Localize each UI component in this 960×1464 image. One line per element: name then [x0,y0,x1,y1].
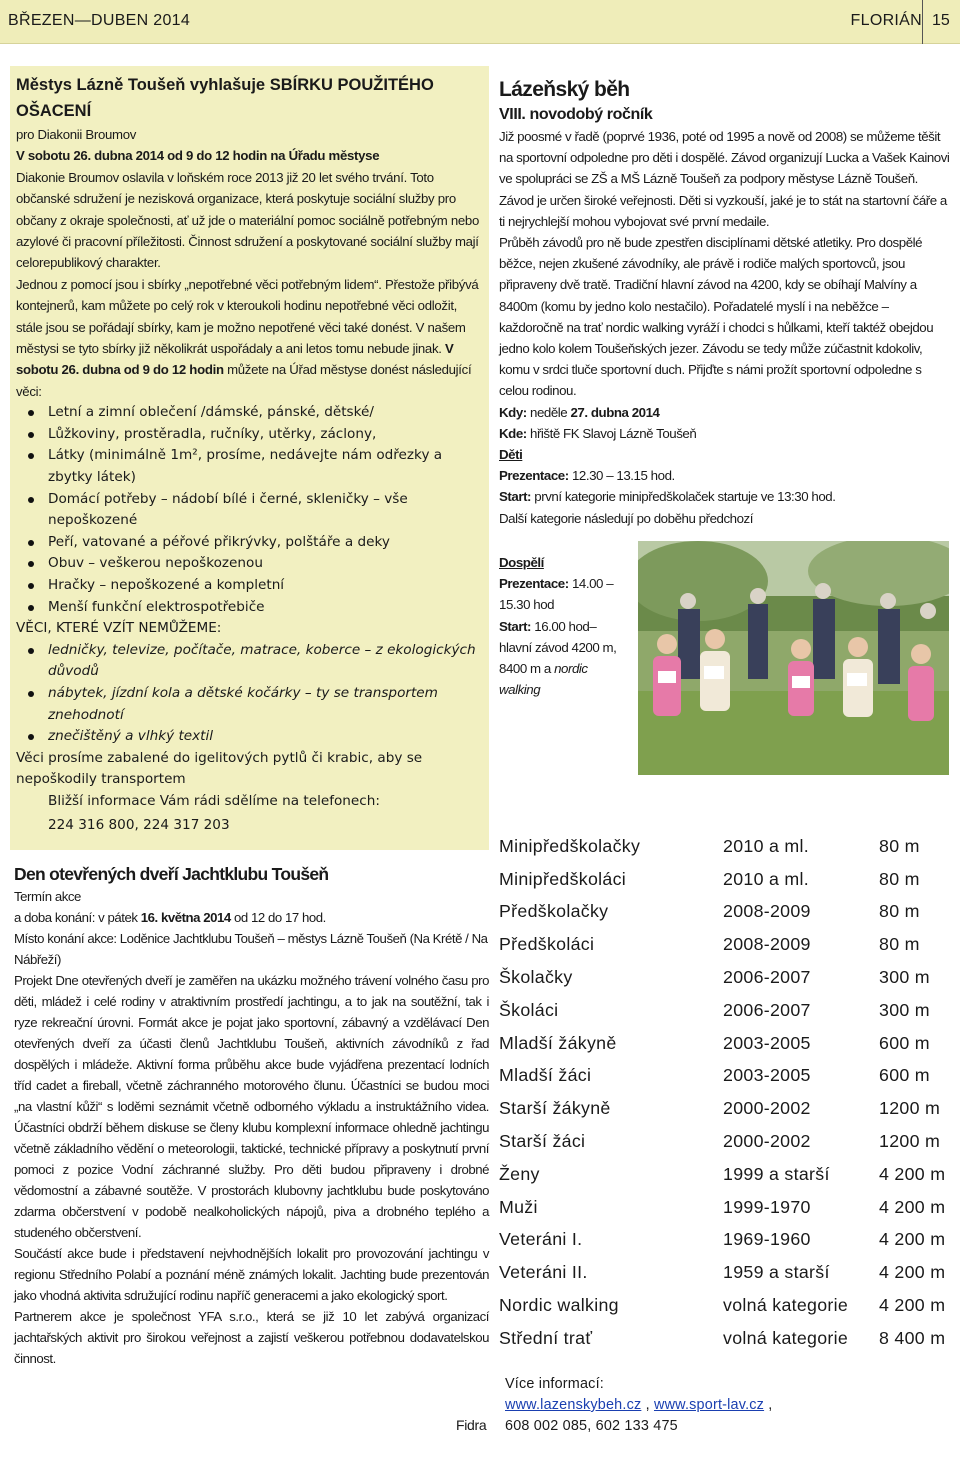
list-item: ledničky, televize, počítače, matrace, koberce – z ekologických důvodů [16,640,483,683]
not-accepted-list [16,640,483,748]
list-item: znečištěný a vlhký textil [16,726,483,748]
open-day-term: Termín akce [14,889,81,904]
list-item: nábytek, jízdní kola a dětské kočárky – ty se transportem znehodnotí [16,683,483,726]
category-years: 2010 a ml. [723,835,810,856]
kids-start: Start: první kategorie minipředškolaček startuje ve 13:30 hod. [499,489,836,505]
notice-title: Městys Lázně Toušeň vyhlašuje SBÍRKU POUŽITÉHO OŠACENÍ [16,76,434,120]
issue-date: BŘEZEN—DUBEN 2014 [8,12,191,29]
category-name: Minipředškolačky [499,835,641,856]
list-item: Menší funkční elektrospotřebiče [16,597,483,619]
category-row [499,1256,959,1289]
category-name: Mladší žáci [499,1065,592,1086]
category-distance: 4 200 m [879,1229,946,1250]
category-distance: 8 400 m [879,1327,946,1348]
notice-paragraph-1: Diakonie Broumov oslavila v loňském roce 2013 již 20 let svého trvání. Toto občanské sdružení je nezisková organizace, která poskytuje sociální služby pro občany z okraje společnosti, ať už jde o materiální pomoc sociálně potřebným nebo azylové či pracovní příležitosti. Činnost sdružení a poskytované sociální služby mají celorepublikový charakter. [16,169,479,271]
race-categories-table [499,830,959,1355]
category-name: Starší žáci [499,1131,586,1152]
adults-info [499,552,629,700]
more-info-label: Více informací: [505,1376,604,1392]
category-name: Minipředškoláci [499,868,627,889]
category-years: 2000-2002 [723,1131,811,1152]
list-item: Letní a zimní oblečení /dámské, pánské, dětské/ [16,402,483,424]
category-distance: 300 m [879,967,930,988]
list-item: Látky (minimálně 1m², prosíme, nedávejte nám odřezky a zbytky látek) [16,445,483,488]
category-years: 2010 a ml. [723,868,810,889]
category-distance: 1200 m [879,1098,941,1119]
category-name: Starší žákyně [499,1098,611,1119]
category-distance: 80 m [879,835,920,856]
adults-presentation: Prezentace: 14.00 – 15.30 hod [499,576,614,613]
category-row [499,1289,959,1322]
category-row [499,1027,959,1060]
category-distance: 4 200 m [879,1295,946,1316]
notice-subtitle: pro Diakonii Broumov [16,127,137,142]
race-photo [638,541,949,775]
race-when: Kdy: neděle 27. dubna 2014 [499,404,660,420]
category-name: Předškolačky [499,901,609,922]
header-divider [922,0,923,44]
category-years: 2003-2005 [723,1065,811,1086]
category-years: 1999-1970 [723,1196,811,1217]
list-item: Lůžkoviny, prostěradla, ručníky, utěrky, záclony, [16,424,483,446]
open-day-title: Den otevřených dveří Jachtklubu Toušeň [14,864,329,884]
more-info: Více informací: www.lazenskybeh.cz , www.sport-lav.cz , 608 002 085, 602 133 475 [505,1374,772,1437]
category-distance: 80 m [879,934,920,955]
category-years: volná kategorie [723,1295,849,1316]
race-paragraph-2: Průběh závodů pro ně bude zpestřen disciplínami dětské atletiky. Pro dospělé běžce, nejen zkušené závodníky, ale právě i rodiče malých sportovců, jsou připraveny dvě tratě. Tradiční hlavní závod na 4200, kdy se obíhají Malvíny a 8400m (komu by jedno kolo nestačilo). Pořadatelé myslí i na neběžce – každoročně na trať nordic walking vyráží i chodci s hůlkami, kteří taktéž obejdou jedno kolo kolem Toušeňských jezer. Závodu se tedy může zúčastnit kdokoliv, komu v srdci tluče sportovní duch. Přijďte s námi prožít sportovní odpoledne s celou rodinou. [499,235,934,399]
category-row [499,863,959,896]
category-row [499,1322,959,1355]
kids-heading: Děti [499,447,523,463]
category-distance: 4 200 m [879,1163,946,1184]
category-distance: 4 200 m [879,1196,946,1217]
open-day-article [14,862,489,1369]
list-item: Hračky – nepoškozené a kompletní [16,575,483,597]
adults-heading: Dospělí [499,555,544,570]
category-row [499,1125,959,1158]
race-article [499,76,951,529]
category-distance: 4 200 m [879,1262,946,1283]
notice-paragraph-2: Jednou z pomocí jsou i sbírky „nepotřebné věci potřebným lidem“. Přestože přibývá kontejnerů, kam můžete po celý rok v kteroukoli hodinu nepotřebné věci odložit, stále jsou se pořádají sbírky, kam je možno nepotřené věci také donést. V našem městysi se tyto sbírky již několikrát uspořádaly a ani letos tomu nebude jinak. V sobotu 26. dubna od 9 do 12 hodin můžete na Úřad městyse donést následující věci: [16,276,479,399]
race-paragraph-1: Již poosmé v řadě (poprvé 1936, poté od 1995 a nově od 2008) se můžeme těšit na sportovní odpoledne pro děti i dospělé. Závod organizují Lucka a Vašek Kainovi ve spolupráci se ZŠ a MŠ Lázně Toušeň za podpory městyse Lázně Toušeň. Závod je určen široké veřejnosti. Děti si vyzkouší, jaké je to stát na startovní čáře a ti nejrychlejší mohou vybojovat své první medaile. [499,129,950,229]
category-row [499,1060,959,1093]
category-years: 2008-2009 [723,901,811,922]
category-row [499,928,959,961]
category-row [499,1092,959,1125]
category-name: Střední trať [499,1327,593,1348]
category-years: volná kategorie [723,1327,849,1348]
link-lazenskybeh[interactable]: www.lazenskybeh.cz [505,1397,642,1413]
open-day-paragraph-1: Projekt Dne otevřených dveří je zaměřen na ukázku možného trávení volného času pro děti, mládež i celé rodiny v atraktivním prostředí jachtingu, a to jak na soutěžní, tak i ryze rekreační úrovni. Formát akce je pojat jako sportovní, zábavný a vzdělávací Den otevřených dveří za účasti členů Jachtklubu Toušeň, aktivních závodníků z řad dospělých i mládeže. Aktivní forma průběhu akce bude vyjádřena prezentací lodních tříd cadet a fireball, včetně záchranného motorového člunu. Účastníci se budou moci „na vlastní kůži“ s loděmi seznámit včetně odborného výkladu a instruktážního videa. Účastníci obdrží během diskuse se členy klubu komplexní informace ohledně jachtingu včetně základního vědění o meteorologii, taktické, technické přípravy a poskytnutí první pomoci z pozice Vodní záchranné služby. Pro děti budou připraveny i drobné vědomostní a zábavné soutěže. V prostorách klubovny jachtklubu bude poskytováno zdarma občerstvení v podobě nealkoholických nápojů, piva a drobného teplého a studeného občerstvení. [14,973,489,1240]
category-distance: 300 m [879,999,930,1020]
list-item: Peří, vatované a péřové přikrývky, polštáře a deky [16,532,483,554]
more-info-phones: 608 002 085, 602 133 475 [505,1418,678,1434]
page-number: 15 [932,12,950,29]
category-distance: 80 m [879,901,920,922]
category-name: Předškoláci [499,934,595,955]
packing-note: Věci prosíme zabalené do igelitových pytlů či krabic, aby se nepoškodily transportem [16,749,423,788]
category-row [499,961,959,994]
open-day-paragraph-3: Partnerem akce je společnost YFA s.r.o., která se již 10 let zabývá organizací jachtařských aktivit pro širokou veřejnost a zajistí veškerou potřebnou dodavatelskou činnost. [14,1309,489,1366]
category-distance: 600 m [879,1065,930,1086]
category-name: Nordic walking [499,1295,619,1316]
category-name: Veteráni I. [499,1229,583,1250]
category-years: 2003-2005 [723,1032,811,1053]
category-name: Ženy [499,1163,540,1184]
article-author: Fidra [456,1417,487,1433]
page-header [0,0,960,44]
category-row [499,1158,959,1191]
category-years: 1999 a starší [723,1163,830,1184]
not-accepted-title: VĚCI, KTERÉ VZÍT NEMŮŽEME: [16,620,222,637]
race-subtitle: VIII. novodobý ročník [499,106,653,123]
category-years: 2006-2007 [723,999,811,1020]
category-row [499,1224,959,1257]
link-sport-lav[interactable]: www.sport-lav.cz [653,1397,765,1413]
category-row [499,1191,959,1224]
adults-start: Start: 16.00 hod– hlavní závod 4200 m, 8400 m a nordic walking [499,618,617,698]
category-distance: 600 m [879,1032,930,1053]
notice-when: V sobotu 26. dubna 2014 od 9 do 12 hodin na Úřadu městyse [16,148,380,164]
category-years: 2006-2007 [723,967,811,988]
category-row [499,896,959,929]
phone-numbers: 224 316 800, 224 317 203 [48,816,230,833]
clothing-collection-notice [10,66,489,850]
open-day-date: a doba konání: v pátek 16. května 2014 od 12 do 17 hod. [14,910,326,925]
race-title: Lázeňský běh [499,78,630,101]
category-name: Muži [499,1196,538,1217]
list-item: Domácí potřeby – nádobí bílé i černé, skleničky – vše nepoškozené [16,489,483,532]
accepted-items-list [16,402,483,618]
category-distance: 80 m [879,868,920,889]
race-where: Kde: hřiště FK Slavoj Lázně Toušeň [499,425,697,441]
category-years: 1969-1960 [723,1229,811,1250]
list-item: Obuv – veškerou nepoškozenou [16,553,483,575]
kids-presentation: Prezentace: 12.30 – 13.15 hod. [499,468,675,484]
category-row [499,830,959,863]
category-years: 2000-2002 [723,1098,811,1119]
category-name: Školáci [499,999,559,1020]
category-years: 2008-2009 [723,934,811,955]
category-distance: 1200 m [879,1131,941,1152]
magazine-name: FLORIÁN [850,12,922,29]
category-name: Veteráni II. [499,1262,588,1283]
open-day-place: Místo konání akce: Loděnice Jachtklubu Toušeň – městys Lázně Toušeň (Na Krétě / Na Nábřeží) [14,931,488,967]
category-name: Mladší žákyně [499,1032,617,1053]
open-day-paragraph-2: Součástí akce bude i představení nejvhodnějších lokalit pro provozování jachtingu v regionu Středního Polabí a poznání méně známých lokalit. Jachting bude prezentován jako vhodná aktivita sdružující rodinu napříč generacemi a jako ekologický sport. [14,1246,489,1303]
category-name: Školačky [499,967,573,988]
info-line: Bližší informace Vám rádi sdělíme na telefonech: [48,792,380,809]
category-row [499,994,959,1027]
kids-more: Další kategorie následují po doběhu předchozí [499,510,753,526]
category-years: 1959 a starší [723,1262,830,1283]
